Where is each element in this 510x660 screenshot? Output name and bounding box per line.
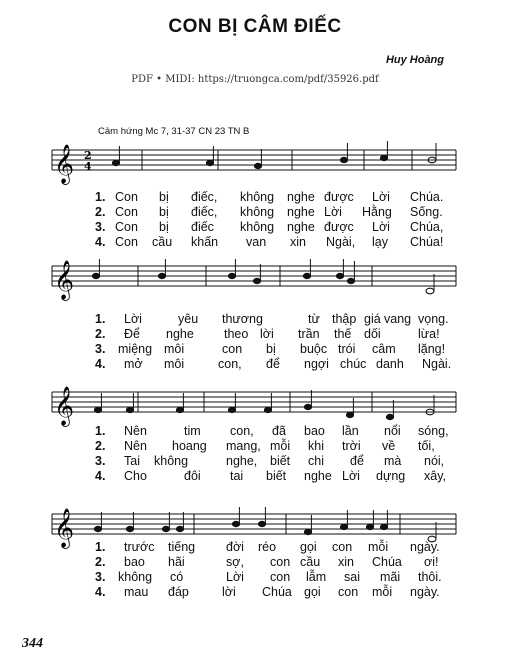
- lyric-syllable: miệng: [118, 342, 153, 356]
- verse-line: [0, 357, 510, 372]
- lyric-syllable: lần: [342, 424, 359, 438]
- lyric-syllable: con,: [230, 424, 254, 438]
- lyric-syllable: Sống.: [410, 205, 443, 219]
- verse-line: [0, 190, 510, 205]
- verse-line: [0, 570, 510, 585]
- lyric-syllable: nghe: [287, 205, 315, 219]
- lyric-syllable: tối,: [418, 439, 435, 453]
- lyrics-block-1: [0, 190, 510, 254]
- verse-number: 3.: [95, 342, 106, 356]
- lyric-syllable: cầu: [300, 555, 321, 569]
- lyric-syllable: réo: [258, 540, 277, 554]
- lyric-syllable: đã: [272, 424, 286, 438]
- lyric-syllable: buộc: [300, 342, 328, 356]
- lyric-syllable: van: [246, 235, 267, 249]
- verse-number: 4.: [95, 235, 106, 249]
- lyric-syllable: mau: [124, 585, 149, 599]
- lyric-syllable: Lời: [324, 205, 342, 219]
- verse-number: 3.: [95, 454, 106, 468]
- treble-clef-icon: 𝄞: [54, 508, 75, 548]
- verse-line: [0, 220, 510, 235]
- lyric-syllable: giá: [364, 312, 381, 326]
- lyric-syllable: con: [332, 540, 353, 554]
- lyric-syllable: dựng: [376, 469, 406, 483]
- verse-line: [0, 469, 510, 484]
- lyric-syllable: nổi: [384, 424, 401, 438]
- lyric-syllable: Cho: [124, 469, 147, 483]
- lyrics-block-3: [0, 424, 510, 488]
- lyric-syllable: ơi!: [424, 555, 439, 569]
- lyric-syllable: lạy: [372, 235, 388, 249]
- lyric-syllable: gọi: [304, 585, 321, 599]
- lyric-syllable: lừa!: [418, 327, 440, 341]
- lyric-syllable: ngày.: [410, 540, 440, 554]
- lyric-syllable: Chúa: [262, 585, 292, 599]
- lyric-syllable: để: [350, 454, 364, 468]
- treble-clef-icon: 𝄞: [54, 386, 75, 426]
- lyric-syllable: con,: [218, 357, 242, 371]
- lyric-syllable: khấn: [191, 235, 219, 249]
- lyric-syllable: được: [324, 190, 354, 204]
- lyric-syllable: nói,: [424, 454, 445, 468]
- lyric-syllable: nghe,: [226, 454, 258, 468]
- verse-number: 4.: [95, 585, 106, 599]
- lyric-syllable: Con: [115, 235, 138, 249]
- verse-number: 2.: [95, 327, 106, 341]
- verse-line: [0, 312, 510, 327]
- verse-number: 2.: [95, 555, 106, 569]
- lyric-syllable: nghe: [287, 190, 315, 204]
- lyric-syllable: chi: [308, 454, 324, 468]
- lyric-syllable: chúc: [340, 357, 367, 371]
- lyric-syllable: đôi: [184, 469, 201, 483]
- lyric-syllable: lẫm: [306, 570, 327, 584]
- lyric-syllable: nghe: [287, 220, 315, 234]
- lyric-syllable: con: [222, 342, 243, 356]
- lyric-syllable: trước: [124, 540, 155, 554]
- lyric-syllable: câm: [372, 342, 396, 356]
- lyric-syllable: đáp: [168, 585, 189, 599]
- time-signature-bottom: 4: [84, 160, 92, 173]
- lyric-syllable: để: [266, 357, 280, 371]
- verse-number: 1.: [95, 190, 106, 204]
- verse-number: 2.: [95, 439, 106, 453]
- lyric-syllable: vang: [384, 312, 412, 326]
- lyric-syllable: Hằng: [362, 205, 392, 219]
- lyrics-block-4: [0, 540, 510, 604]
- lyric-syllable: có: [170, 570, 184, 584]
- lyric-syllable: dối: [364, 327, 381, 341]
- verse-number: 3.: [95, 220, 106, 234]
- verse-line: [0, 585, 510, 600]
- verse-line: [0, 454, 510, 469]
- verse-line: [0, 327, 510, 342]
- lyric-syllable: trói: [338, 342, 356, 356]
- lyric-syllable: hãi: [168, 555, 185, 569]
- music-staff-1: [0, 140, 510, 190]
- lyric-syllable: Lời: [372, 190, 390, 204]
- lyric-syllable: bị: [266, 342, 276, 356]
- lyric-syllable: xin: [338, 555, 354, 569]
- lyric-syllable: không: [240, 220, 275, 234]
- verse-number: 3.: [95, 570, 106, 584]
- staff-lines: [52, 392, 456, 412]
- verse-number: 1.: [95, 424, 106, 438]
- lyric-syllable: môi: [164, 342, 185, 356]
- lyric-syllable: Nên: [124, 424, 147, 438]
- lyric-syllable: nghe: [304, 469, 332, 483]
- lyric-syllable: Chúa!: [410, 235, 444, 249]
- verse-line: [0, 235, 510, 250]
- lyric-syllable: lời: [222, 585, 236, 599]
- lyric-syllable: mãi: [380, 570, 401, 584]
- inspiration-note: Cảm hứng Mc 7, 31-37 CN 23 TN B: [98, 126, 250, 137]
- lyric-syllable: mỗi: [270, 439, 291, 453]
- verse-number: 1.: [95, 312, 106, 326]
- lyric-syllable: Tai: [124, 454, 140, 468]
- lyric-syllable: tim: [184, 424, 201, 438]
- lyric-syllable: điếc: [191, 220, 214, 234]
- lyric-syllable: bị: [159, 205, 169, 219]
- time-signature-top: 2: [84, 149, 92, 162]
- lyric-syllable: Con: [115, 220, 138, 234]
- lyric-syllable: hoang: [172, 439, 207, 453]
- lyric-syllable: tai: [230, 469, 244, 483]
- lyric-syllable: môi: [164, 357, 185, 371]
- lyric-syllable: Con: [115, 205, 138, 219]
- lyric-syllable: ngày.: [410, 585, 440, 599]
- lyric-syllable: xin: [290, 235, 306, 249]
- verse-line: [0, 205, 510, 220]
- lyric-syllable: thương: [222, 312, 263, 326]
- lyric-syllable: Lời: [342, 469, 360, 483]
- lyric-syllable: gọi: [300, 540, 317, 554]
- lyric-syllable: lặng!: [418, 342, 446, 356]
- lyric-syllable: tiếng: [168, 540, 196, 554]
- lyric-syllable: Ngài,: [326, 235, 356, 249]
- staff-lines: [52, 150, 456, 170]
- lyric-syllable: bị: [159, 190, 169, 204]
- composer-name: Huy Hoàng: [385, 54, 444, 66]
- lyric-syllable: Nên: [124, 439, 147, 453]
- lyric-syllable: không: [118, 570, 153, 584]
- lyric-syllable: đời: [226, 540, 244, 554]
- lyric-syllable: cầu: [152, 235, 173, 249]
- lyric-syllable: từ: [308, 312, 320, 326]
- verse-line: [0, 540, 510, 555]
- lyric-syllable: con: [270, 555, 291, 569]
- lyric-syllable: điếc,: [191, 190, 218, 204]
- lyric-syllable: danh: [376, 357, 404, 371]
- verse-number: 2.: [95, 205, 106, 219]
- lyric-syllable: không: [154, 454, 189, 468]
- lyrics-block-2: [0, 312, 510, 376]
- lyric-syllable: nghe: [166, 327, 194, 341]
- lyric-syllable: Lời: [226, 570, 244, 584]
- lyric-syllable: Chúa: [372, 555, 402, 569]
- lyric-syllable: khi: [308, 439, 324, 453]
- lyric-syllable: sai: [344, 570, 360, 584]
- verse-number: 1.: [95, 540, 106, 554]
- lyric-syllable: mang,: [226, 439, 261, 453]
- lyric-syllable: theo: [224, 327, 249, 341]
- verse-line: [0, 342, 510, 357]
- lyric-syllable: trời: [342, 439, 361, 453]
- lyric-syllable: trần: [298, 327, 320, 341]
- lyric-syllable: Lời: [372, 220, 390, 234]
- treble-clef-icon: 𝄞: [54, 144, 75, 184]
- lyric-syllable: thập: [332, 312, 357, 326]
- lyric-syllable: Để: [124, 327, 140, 341]
- lyric-syllable: mỗi: [372, 585, 393, 599]
- lyric-syllable: sóng,: [418, 424, 449, 438]
- lyric-syllable: biết: [266, 469, 287, 483]
- lyric-syllable: về: [382, 439, 396, 453]
- lyric-syllable: thế: [334, 327, 352, 341]
- lyric-syllable: bị: [159, 220, 169, 234]
- lyric-syllable: vọng.: [418, 312, 449, 326]
- verse-line: [0, 439, 510, 454]
- lyric-syllable: mỗi: [368, 540, 389, 554]
- lyric-syllable: được: [324, 220, 354, 234]
- lyric-syllable: thôi.: [418, 570, 442, 584]
- lyric-syllable: không: [240, 205, 275, 219]
- lyric-syllable: con: [270, 570, 291, 584]
- verse-number: 4.: [95, 357, 106, 371]
- source-link[interactable]: PDF • MIDI: https://truongca.com/pdf/35926.pdf: [131, 74, 379, 85]
- lyric-syllable: xây,: [424, 469, 446, 483]
- lyric-syllable: bao: [124, 555, 145, 569]
- staff-lines: [52, 514, 456, 534]
- notes: [94, 390, 434, 420]
- verse-number: 4.: [95, 469, 106, 483]
- lyric-syllable: Lời: [124, 312, 142, 326]
- music-staff-2: [0, 256, 510, 306]
- lyric-syllable: mà: [384, 454, 402, 468]
- lyric-syllable: điếc,: [191, 205, 218, 219]
- lyric-syllable: lời: [260, 327, 274, 341]
- lyric-syllable: yêu: [178, 312, 199, 326]
- verse-line: [0, 555, 510, 570]
- lyric-syllable: sợ,: [226, 555, 244, 569]
- lyric-syllable: bao: [304, 424, 325, 438]
- page-number: 344: [22, 636, 43, 651]
- lyric-syllable: Con: [115, 190, 138, 204]
- lyric-syllable: biết: [270, 454, 291, 468]
- lyric-syllable: con: [338, 585, 359, 599]
- verse-line: [0, 424, 510, 439]
- song-title: CON BỊ CÂM ĐIẾC: [168, 16, 342, 37]
- lyric-syllable: không: [240, 190, 275, 204]
- treble-clef-icon: 𝄞: [54, 260, 75, 300]
- lyric-syllable: Ngài.: [422, 357, 452, 371]
- lyric-syllable: ngợi: [304, 357, 329, 371]
- lyric-syllable: mở: [124, 357, 143, 371]
- lyric-syllable: Chúa,: [410, 220, 444, 234]
- lyric-syllable: Chúa.: [410, 190, 444, 204]
